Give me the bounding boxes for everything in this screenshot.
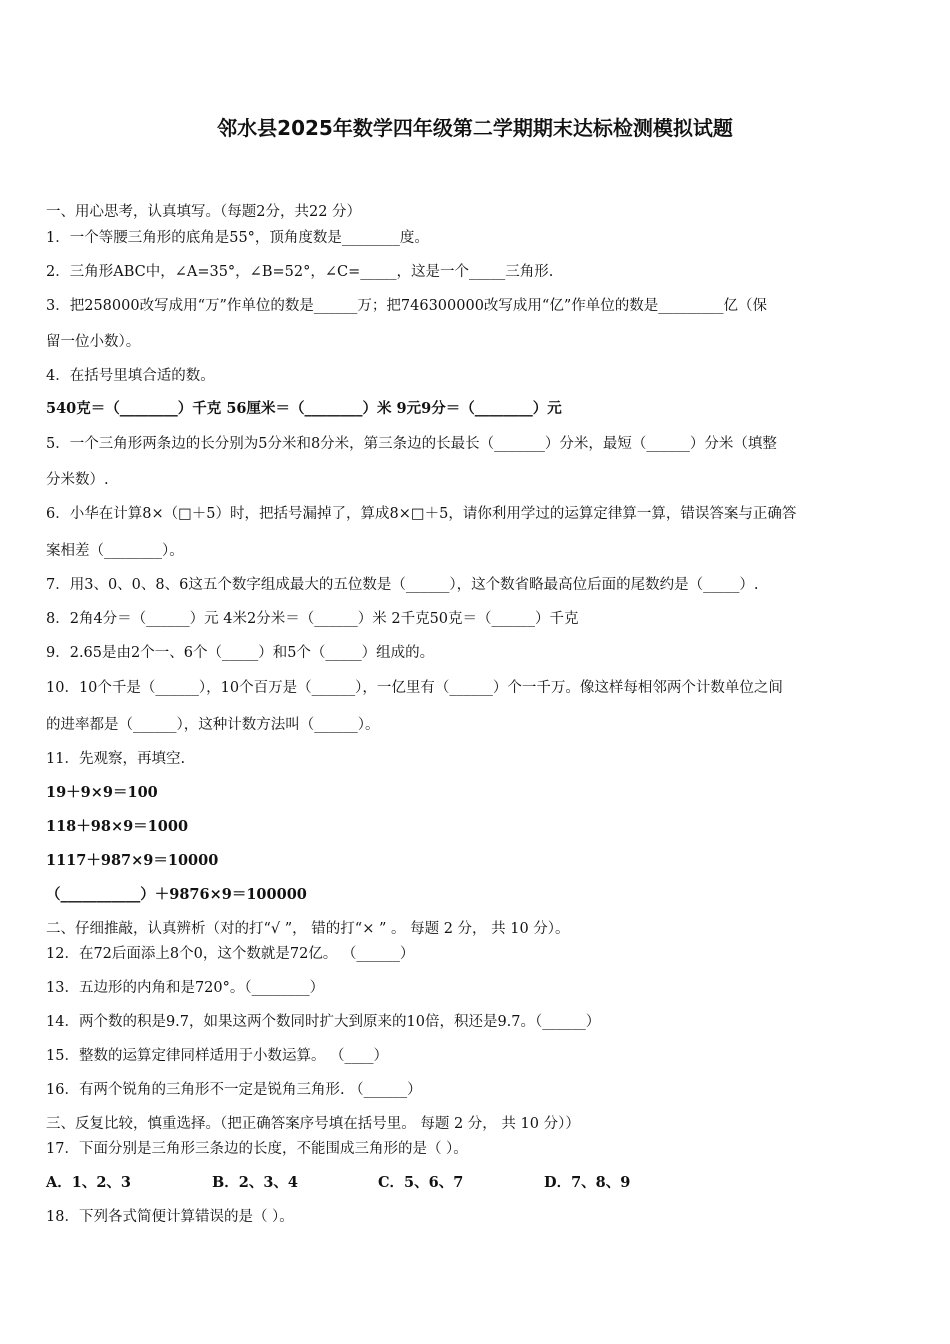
question-5-line1: 5．一个三角形两条边的长分别为5分米和8分米，第三条边的长最长（_______）分米，最短（______）分米（填整 — [46, 436, 777, 452]
question-6-line2: 案相差（________）。 — [46, 543, 184, 559]
question-17-options — [46, 1173, 710, 1193]
question-3-line2: 留一位小数）。 — [46, 334, 141, 350]
question-4: 4．在括号里填合适的数。 — [46, 368, 215, 384]
question-12: 12．在72后面添上8个0，这个数就是72亿。 （______） — [46, 946, 415, 962]
section2-heading: 二、仔细推敲，认真辨析（对的打“√ ”， 错的打“× ” 。 每题 2 分， 共 10 分）。 — [46, 921, 570, 937]
section3-heading: 三、反复比较，慎重选择。（把正确答案序号填在括号里。 每题 2 分， 共 10 分）） — [46, 1116, 580, 1132]
option-c: C．5、6、7 — [378, 1174, 464, 1191]
option-b: B．2、3、4 — [212, 1174, 299, 1191]
question-11-equation-1: 19＋9×9＝100 — [46, 784, 158, 801]
question-1: 1．一个等腰三角形的底角是55°，顶角度数是________度。 — [46, 230, 429, 246]
question-10-line1: 10．10个千是（______），10个百万是（______），一亿里有（______）个一千万。像这样每相邻两个计数单位之间 — [46, 680, 783, 696]
question-11-equation-2: 118＋98×9＝1000 — [46, 818, 189, 835]
question-5-line2: 分米数）. — [46, 472, 109, 488]
question-17: 17．下面分别是三角形三条边的长度，不能围成三角形的是（ ）。 — [46, 1141, 468, 1157]
question-8: 8．2角4分＝（______）元 4米2分米＝（______）米 2千克50克＝（______）千克 — [46, 611, 579, 627]
question-4-items: 540克＝（________）千克 56厘米＝（________）米 9元9分＝（________）元 — [46, 400, 562, 417]
question-14: 14．两个数的积是9.7，如果这两个数同时扩大到原来的10倍，积还是9.7。（______） — [46, 1014, 601, 1030]
option-d: D．7、8、9 — [544, 1174, 631, 1191]
question-3-line1: 3．把258000改写成用“万”作单位的数是______万；把746300000改写成用“亿”作单位的数是_________亿（保 — [46, 298, 768, 314]
question-6-line1: 6．小华在计算8×（□＋5）时，把括号漏掉了，算成8×□＋5，请你利用学过的运算定律算一算，错误答案与正确答 — [46, 506, 797, 522]
question-16: 16．有两个锐角的三角形不一定是锐角三角形. （______） — [46, 1082, 422, 1098]
question-10-line2: 的进率都是（______），这种计数方法叫（______）。 — [46, 717, 380, 733]
section1-heading: 一、用心思考，认真填写。（每题2分，共22 分） — [46, 204, 362, 220]
question-13: 13．五边形的内角和是720°。（________） — [46, 980, 325, 996]
question-11: 11．先观察，再填空. — [46, 751, 186, 767]
question-9: 9．2.65是由2个一、6个（_____）和5个（_____）组成的。 — [46, 645, 435, 661]
question-11-equation-4: （___________）＋9876×9＝100000 — [46, 886, 307, 903]
question-15: 15．整数的运算定律同样适用于小数运算。 （____） — [46, 1048, 389, 1064]
question-7: 7．用3、0、0、8、6这五个数字组成最大的五位数是（______），这个数省略最高位后面的尾数约是（_____）. — [46, 577, 759, 593]
question-2: 2．三角形ABC中，∠A=35°，∠B=52°，∠C=_____，这是一个_____三角形. — [46, 264, 554, 280]
question-11-equation-3: 1117＋987×9＝10000 — [46, 852, 219, 869]
option-a: A．1、2、3 — [46, 1174, 132, 1191]
question-18: 18．下列各式简便计算错误的是（ ）。 — [46, 1209, 294, 1225]
page-title: 邻水县2025年数学四年级第二学期期末达标检测模拟试题 — [217, 116, 733, 140]
